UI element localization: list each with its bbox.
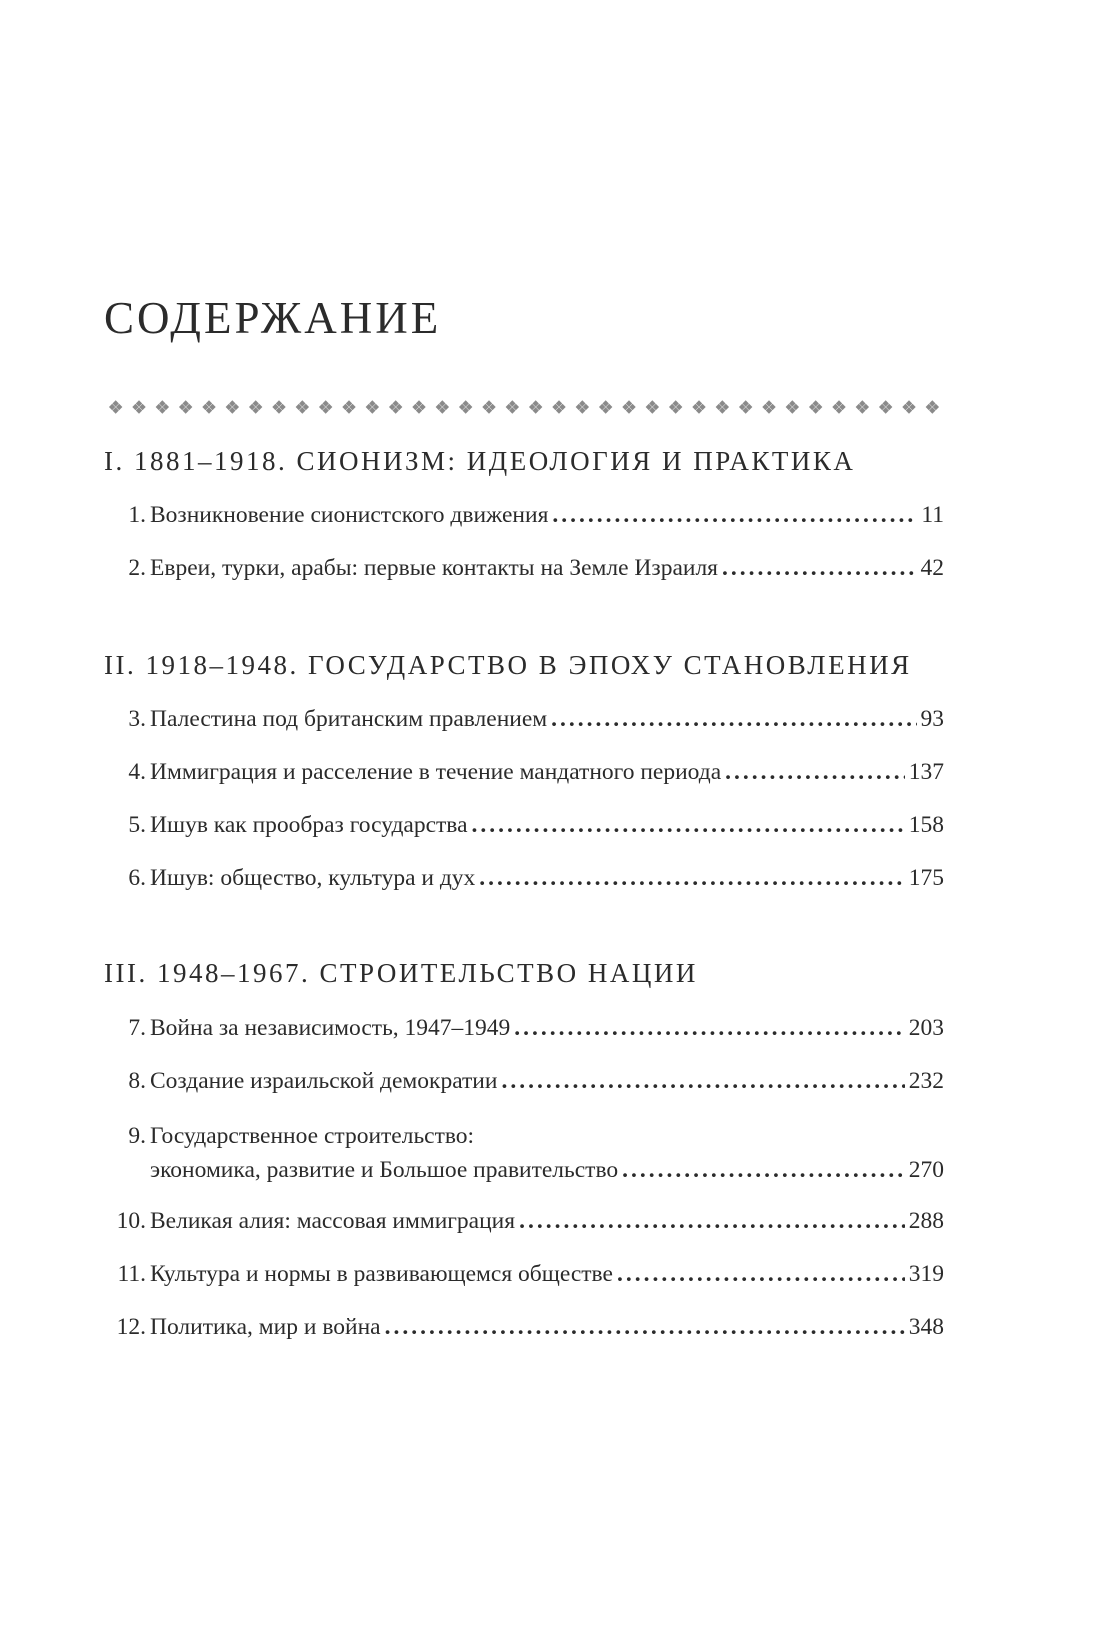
ornament-diamond	[552, 400, 565, 413]
entry-page-number: 137	[908, 759, 944, 785]
entry-title: Возникновение сионистского движения	[150, 502, 549, 528]
dot-leader	[519, 1206, 905, 1236]
entry-page-number: 288	[908, 1208, 944, 1234]
entry-title: Война за независимость, 1947–1949	[150, 1015, 511, 1041]
entry-page-number: 348	[908, 1314, 944, 1340]
ornament-diamond	[156, 400, 169, 413]
ornament-diamond	[109, 400, 122, 413]
ornament-diamond	[482, 400, 495, 413]
diamond-ornament-icon	[104, 398, 944, 416]
ornament-diamond	[576, 400, 589, 413]
entry-number: 10.	[116, 1208, 146, 1234]
entry-number: 11.	[117, 1261, 146, 1287]
ornament-diamond	[786, 400, 799, 413]
ornament-diamond	[739, 400, 752, 413]
entry-number: 4.	[128, 759, 146, 785]
ornament-diamond	[506, 400, 519, 413]
entry-page-number: 232	[908, 1068, 944, 1094]
entry-page-number: 319	[908, 1261, 944, 1287]
entry-title: Палестина под британским правлением	[150, 706, 548, 732]
entry-page-number: 175	[908, 865, 944, 891]
section-heading-3: III. 1948–1967. СТРОИТЕЛЬСТВО НАЦИИ	[104, 958, 698, 988]
entry-title: Ишув как прообраз государства	[150, 812, 468, 838]
entry-title: Создание израильской демократии	[150, 1068, 498, 1094]
ornament-diamond	[809, 400, 822, 413]
entry-number: 12.	[116, 1314, 146, 1340]
dot-leader	[514, 1013, 904, 1043]
ornament-diamond	[272, 400, 285, 413]
ornament-diamond	[669, 400, 682, 413]
entry-page-number: 93	[920, 706, 944, 732]
ornament-divider	[104, 398, 944, 416]
toc-entry[interactable]	[104, 553, 944, 583]
dot-leader	[725, 757, 905, 787]
dot-leader	[622, 1155, 905, 1185]
ornament-diamond	[366, 400, 379, 413]
ornament-diamond	[692, 400, 705, 413]
ornament-diamond	[459, 400, 472, 413]
ornament-diamond	[296, 400, 309, 413]
ornament-diamond	[436, 400, 449, 413]
toc-entry[interactable]	[104, 1259, 944, 1289]
entry-number: 3.	[128, 706, 146, 732]
entry-number: 6.	[128, 865, 146, 891]
entry-title: Евреи, турки, арабы: первые контакты на Земле Израиля	[150, 555, 718, 581]
entry-title-continued: экономика, развитие и Большое правительство	[150, 1157, 619, 1183]
entry-title: Государственное строительство:	[150, 1123, 475, 1149]
toc-entry[interactable]	[104, 1206, 944, 1236]
ornament-diamond	[902, 400, 915, 413]
ornament-diamond	[179, 400, 192, 413]
ornament-diamond	[249, 400, 262, 413]
toc-entry[interactable]	[104, 757, 944, 787]
entry-page-number: 158	[908, 812, 944, 838]
ornament-diamond	[132, 400, 145, 413]
dot-leader	[617, 1259, 905, 1289]
toc-entry[interactable]	[104, 704, 944, 734]
ornament-diamond	[832, 400, 845, 413]
dot-leader	[722, 553, 917, 583]
dot-leader	[501, 1066, 904, 1096]
toc-entry[interactable]	[104, 1312, 944, 1342]
dot-leader	[552, 500, 917, 530]
entry-page-number: 203	[908, 1015, 944, 1041]
ornament-diamond	[342, 400, 355, 413]
dot-leader	[551, 704, 916, 734]
ornament-diamond	[879, 400, 892, 413]
toc-entry[interactable]	[104, 810, 944, 840]
ornament-diamond	[412, 400, 425, 413]
section-heading-1: I. 1881–1918. СИОНИЗМ: ИДЕОЛОГИЯ И ПРАКТИКА	[104, 446, 856, 476]
entry-title: Ишув: общество, культура и дух	[150, 865, 476, 891]
entry-page-number: 11	[921, 502, 944, 528]
ornament-diamond	[762, 400, 775, 413]
ornament-diamond	[599, 400, 612, 413]
entry-title: Великая алия: массовая иммиграция	[150, 1208, 516, 1234]
entry-title: Иммиграция и расселение в течение мандатного периода	[150, 759, 722, 785]
ornament-diamond	[926, 400, 939, 413]
ornament-diamond	[226, 400, 239, 413]
entry-number: 7.	[128, 1015, 146, 1041]
toc-entry[interactable]	[104, 1013, 944, 1043]
entry-page-number: 42	[920, 555, 944, 581]
ornament-diamond	[319, 400, 332, 413]
entry-page-number: 270	[908, 1157, 944, 1183]
dot-leader	[472, 810, 905, 840]
section-heading-2: II. 1918–1948. ГОСУДАРСТВО В ЭПОХУ СТАНОВЛЕНИЯ	[104, 650, 912, 680]
toc-entry[interactable]	[104, 863, 944, 893]
toc-entry[interactable]	[104, 1066, 944, 1096]
toc-entry[interactable]	[104, 500, 944, 530]
entry-number: 1.	[128, 502, 146, 528]
ornament-diamond	[202, 400, 215, 413]
entry-number: 2.	[128, 555, 146, 581]
ornament-diamond	[646, 400, 659, 413]
entry-number: 9.	[128, 1123, 146, 1149]
dot-leader	[385, 1312, 905, 1342]
dot-leader	[479, 863, 904, 893]
ornament-diamond	[529, 400, 542, 413]
page-title: СОДЕРЖАНИЕ	[104, 293, 442, 343]
entry-number: 5.	[128, 812, 146, 838]
entry-title: Политика, мир и война	[150, 1314, 381, 1340]
toc-entry[interactable]	[104, 1121, 944, 1185]
ornament-diamond	[622, 400, 635, 413]
ornament-diamond	[389, 400, 402, 413]
ornament-diamond	[856, 400, 869, 413]
ornament-diamond	[716, 400, 729, 413]
entry-title: Культура и нормы в развивающемся обществе	[150, 1261, 613, 1287]
entry-number: 8.	[128, 1068, 146, 1094]
